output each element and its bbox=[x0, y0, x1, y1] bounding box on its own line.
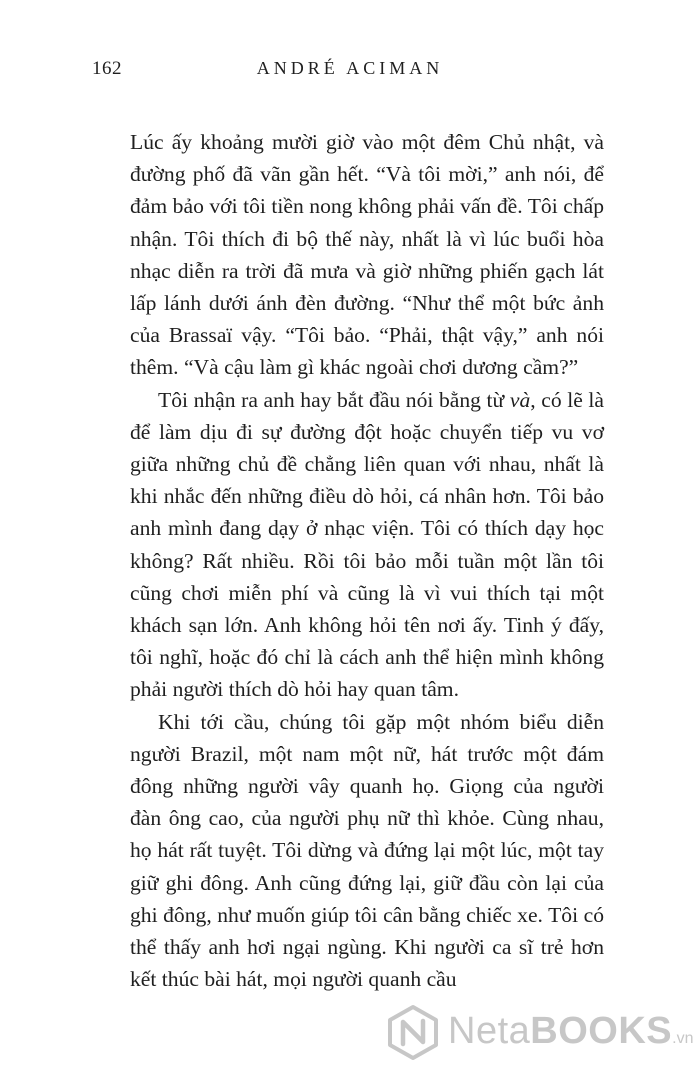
netabooks-watermark bbox=[386, 1000, 694, 1064]
paragraph-2 bbox=[130, 384, 604, 706]
page-number: 162 bbox=[92, 58, 122, 79]
body-text bbox=[130, 126, 604, 995]
netabooks-logo-icon bbox=[386, 1004, 440, 1060]
paragraph-1: Lúc ấy khoảng mười giờ vào một đêm Chủ nhật, và đường phố đã vãn gần hết. “Và tôi mời,” anh nói, để đảm bảo với tôi tiền nong không phải vấn đề. Tôi chấp nhận. Tôi thích đi bộ thế này, nhất là vì lúc buổi hòa nhạc diễn ra trời đã mưa và giờ những phiến gạch lát lấp lánh dưới ánh đèn đường. “Như thể một bức ảnh của Brassaï vậy. “Tôi bảo. “Phải, thật vậy,” anh nói thêm. “Và cậu làm gì khác ngoài chơi dương cầm?” bbox=[130, 130, 604, 380]
paragraph-3: Khi tới cầu, chúng tôi gặp một nhóm biểu diễn người Brazil, một nam một nữ, hát trước một đám đông những người vây quanh họ. Giọng của người đàn ông cao, của người phụ nữ thì khỏe. Cùng nhau, họ hát rất tuyệt. Tôi dừng và đứng lại một lúc, một tay giữ ghi đông. Anh cũng đứng lại, giữ đầu còn lại của ghi đông, như muốn giúp tôi cân bằng chiếc xe. Tôi có thể thấy anh hơi ngại ngùng. Khi người ca sĩ trẻ hơn kết thúc bài hát, mọi người quanh cầu bbox=[130, 709, 604, 992]
running-head-author: ANDRÉ ACIMAN bbox=[256, 58, 444, 78]
paragraph-2-italic-word: và bbox=[509, 387, 531, 412]
paragraph-2-text-end: , có lẽ là để làm dịu đi sự đường đột hoặc chuyển tiếp vu vơ giữa những chủ đề chẳng liên quan với nhau, nhất là khi nhắc đến những điều dò hỏi, cá nhân hơn. Tôi bảo anh mình đang dạy ở nhạc viện. Tôi có thích dạy học không? Rất nhiều. Rồi tôi bảo mỗi tuần một lần tôi cũng chơi miễn phí và cũng là vì vui thích tại một khách sạn lớn. Anh không hỏi tên nơi ấy. Tinh ý đấy, tôi nghĩ, hoặc đó chỉ là cách anh thể hiện mình không phải người thích dò hỏi hay quan tâm. bbox=[130, 387, 604, 702]
watermark-text-neta: Neta bbox=[448, 1010, 531, 1052]
watermark-text-suffix: .vn bbox=[672, 1030, 694, 1047]
page-header bbox=[92, 58, 608, 88]
watermark-text-books: BOOKS bbox=[530, 1010, 673, 1052]
watermark-text bbox=[448, 1010, 693, 1060]
paragraph-2-text-start: Tôi nhận ra anh hay bắt đầu nói bằng từ bbox=[158, 387, 510, 412]
